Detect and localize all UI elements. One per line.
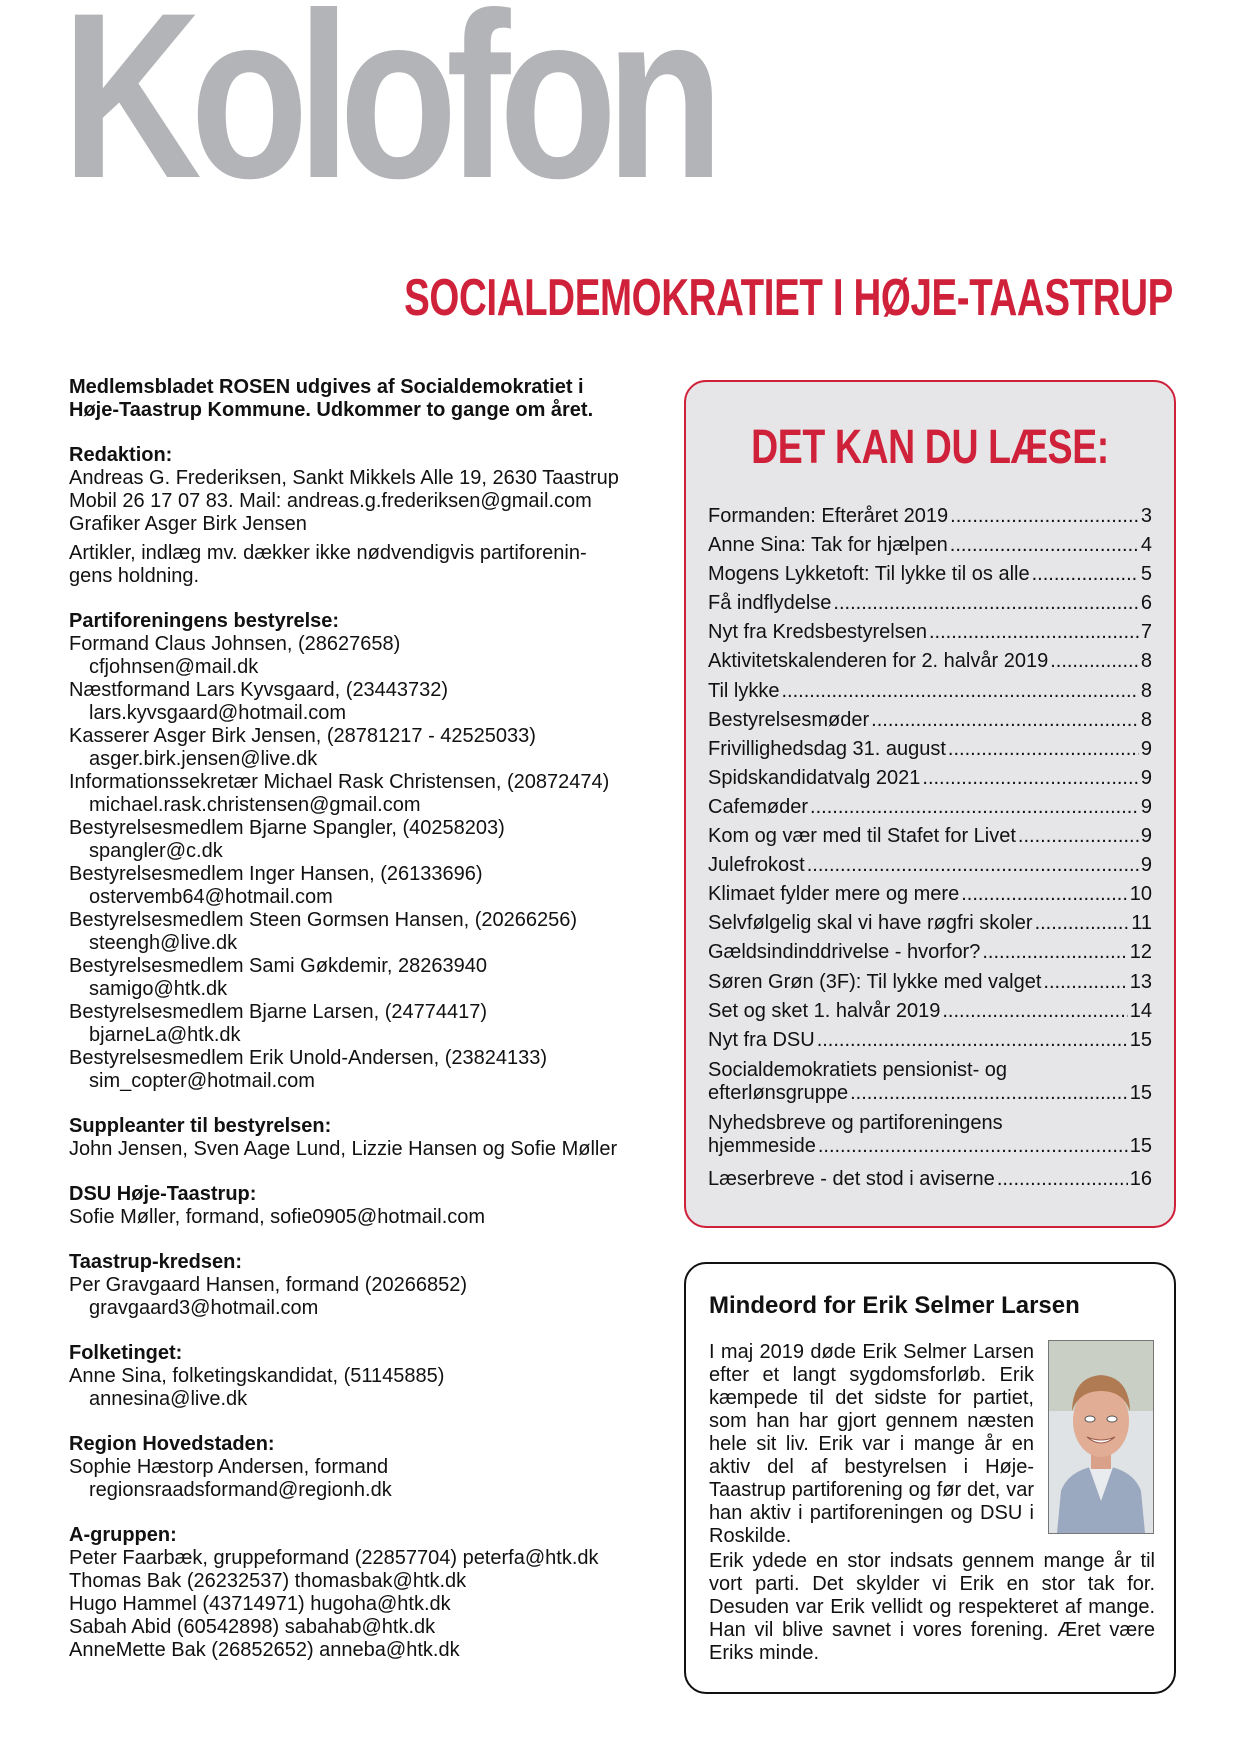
bestyrelse-heading: Partiforeningens bestyrelse: — [69, 610, 340, 632]
toc-item-title: Julefrokost — [708, 854, 805, 877]
member-email[interactable]: michael.rask.christensen@gmail.com — [89, 794, 421, 816]
disclaimer-line-1: Artikler, indlæg mv. dækker ikke nødvendigvis partiforenin- — [69, 542, 587, 564]
suppleanter-heading: Suppleanter til bestyrelsen: — [69, 1115, 332, 1137]
toc-leader-dots — [810, 793, 1139, 822]
toc-item-title: Cafemøder — [708, 795, 809, 818]
member-email[interactable]: asger.birk.jensen@live.dk — [89, 748, 318, 770]
redaktion-line: Mobil 26 17 07 83. Mail: andreas.g.frederiksen@gmail.com — [69, 490, 592, 512]
toc-item-page: 5 — [1140, 563, 1152, 586]
suppleanter-line: John Jensen, Sven Aage Lund, Lizzie Hansen og Sofie Møller — [69, 1138, 618, 1160]
toc-item-title: Aktivitetskalenderen for 2. halvår 2019 — [708, 650, 1049, 673]
agruppen-line: Peter Faarbæk, gruppeformand (22857704) peterfa@htk.dk — [69, 1547, 599, 1569]
toc-item-page: 6 — [1140, 592, 1152, 615]
toc-item[interactable] — [708, 1165, 1152, 1194]
toc-item[interactable] — [708, 560, 1152, 589]
toc-leader-dots — [781, 677, 1138, 706]
toc-item[interactable] — [708, 677, 1152, 706]
dsu-heading: DSU Høje-Taastrup: — [69, 1183, 257, 1205]
toc-leader-dots — [950, 502, 1139, 531]
portrait-illustration — [1049, 1341, 1153, 1533]
toc-leader-dots — [929, 618, 1139, 647]
redaktion-section — [69, 444, 669, 588]
toc-leader-dots — [948, 735, 1139, 764]
toc-leader-dots — [961, 880, 1128, 909]
toc-item-page: 15 — [1129, 1082, 1152, 1105]
redaktion-heading: Redaktion: — [69, 444, 173, 466]
member-line: Bestyrelsesmedlem Bjarne Spangler, (40258203) — [69, 817, 505, 839]
toc-item-page: 9 — [1140, 854, 1152, 877]
toc-leader-dots — [997, 1165, 1128, 1194]
page-title: Kolofon — [62, 0, 713, 228]
suppleanter-section — [69, 1115, 669, 1161]
toc-item[interactable] — [708, 706, 1152, 735]
colophon-column — [69, 376, 669, 1662]
member-email[interactable]: cfjohnsen@mail.dk — [89, 656, 259, 678]
member-line: Næstformand Lars Kyvsgaard, (23443732) — [69, 679, 449, 701]
toc-item-page: 15 — [1129, 1135, 1152, 1158]
toc-item[interactable] — [708, 647, 1152, 676]
toc-item-page: 16 — [1129, 1167, 1152, 1190]
toc-item[interactable] — [708, 851, 1152, 880]
disclaimer-line-2: gens holdning. — [69, 565, 200, 587]
region-section — [69, 1433, 669, 1502]
lead-line-2: Høje-Taastrup Kommune. Udkommer to gange om året. — [69, 399, 594, 421]
member-line: Formand Claus Johnsen, (28627658) — [69, 633, 401, 655]
toc-item-title: Gældsindinddrivelse - hvorfor? — [708, 941, 981, 964]
redaktion-line: Grafiker Asger Birk Jensen — [69, 513, 307, 535]
member-line: Bestyrelsesmedlem Inger Hansen, (26133696) — [69, 863, 483, 885]
dsu-line: Sofie Møller, formand, sofie0905@hotmail.com — [69, 1206, 486, 1228]
toc-leader-dots — [1043, 968, 1127, 997]
toc-item[interactable] — [708, 968, 1152, 997]
toc-item-page: 4 — [1140, 534, 1152, 557]
agruppen-line: Thomas Bak (26232537) thomasbak@htk.dk — [69, 1570, 467, 1592]
toc-item-title: Formanden: Efteråret 2019 — [708, 505, 949, 527]
member-email[interactable]: spangler@c.dk — [89, 840, 223, 862]
toc-item-title-line-2: hjemmeside — [708, 1135, 816, 1158]
agruppen-line: Sabah Abid (60542898) sabahab@htk.dk — [69, 1616, 436, 1638]
kreds-line: Per Gravgaard Hansen, formand (20266852) — [69, 1274, 468, 1296]
toc-list — [708, 502, 1152, 1194]
toc-item[interactable] — [708, 880, 1152, 909]
member-line: Bestyrelsesmedlem Sami Gøkdemir, 28263940 — [69, 955, 487, 977]
toc-item-page: 11 — [1131, 912, 1152, 935]
toc-leader-dots — [807, 851, 1139, 880]
toc-item-page: 8 — [1140, 650, 1152, 673]
toc-item-title: Kom og vær med til Stafet for Livet — [708, 825, 1016, 848]
toc-leader-dots — [833, 589, 1138, 618]
toc-item[interactable] — [708, 909, 1152, 938]
toc-item-page: 15 — [1129, 1028, 1152, 1051]
member-email[interactable]: lars.kyvsgaard@hotmail.com — [89, 702, 347, 724]
dsu-section — [69, 1183, 669, 1229]
toc-item[interactable] — [708, 589, 1152, 618]
toc-title: DET KAN DU LÆSE: — [751, 421, 1109, 474]
toc-item[interactable] — [708, 531, 1152, 560]
toc-item[interactable] — [708, 764, 1152, 793]
toc-item[interactable] — [708, 938, 1152, 967]
toc-item-page: 14 — [1129, 999, 1152, 1022]
toc-item-title: Til lykke — [708, 679, 780, 702]
bestyrelse-section — [69, 610, 669, 1093]
toc-item-title: Få indflydelse — [708, 592, 832, 615]
redaktion-line: Andreas G. Frederiksen, Sankt Mikkels Alle 19, 2630 Taastrup — [69, 467, 619, 489]
member-line: Kasserer Asger Birk Jensen, (28781217 - 42525033) — [69, 725, 536, 747]
folketinget-section — [69, 1342, 669, 1411]
member-line: Bestyrelsesmedlem Steen Gormsen Hansen, (20266256) — [69, 909, 578, 931]
toc-item-title: Nyt fra Kredsbestyrelsen — [708, 621, 927, 644]
toc-leader-dots — [950, 531, 1139, 560]
member-line: Bestyrelsesmedlem Erik Unold-Andersen, (23824133) — [69, 1047, 548, 1069]
toc-item[interactable] — [708, 997, 1152, 1026]
region-heading: Region Hovedstaden: — [69, 1433, 275, 1455]
toc-item-page: 9 — [1140, 825, 1152, 848]
toc-item-page: 13 — [1129, 970, 1152, 993]
toc-item[interactable] — [708, 735, 1152, 764]
member-email[interactable]: ostervemb64@hotmail.com — [89, 886, 333, 908]
toc-item-title: Anne Sina: Tak for hjælpen — [708, 534, 948, 557]
agruppen-line: AnneMette Bak (26852652) anneba@htk.dk — [69, 1639, 460, 1661]
memorial-box — [684, 1262, 1176, 1694]
member-email[interactable]: steengh@live.dk — [89, 932, 238, 954]
member-email[interactable]: sim_copter@hotmail.com — [89, 1070, 315, 1092]
member-email[interactable]: samigo@htk.dk — [89, 978, 228, 1000]
toc-leader-dots — [850, 1082, 1128, 1106]
memorial-paragraph-1: I maj 2019 døde Erik Selmer Larsen efter et langt sygdomsforløb. Erik kæmpede til det sidste for partiet, som han har gjort gennem næsten hele sit liv. Erik var i mange år en aktiv del af bestyrelsen i Høje-Taastrup partiforening og før det, var han aktiv i partiforeningen og DSU i Roskilde. — [709, 1341, 1034, 1547]
memorial-paragraph-2: Erik ydede en stor indsats gennem mange år til vort parti. Det skylder vi Erik en stor tak for. Desuden var Erik vellidt og respekteret af mange. Han vil blive savnet i vores forening. Æret være Eriks minde. — [709, 1550, 1155, 1664]
toc-leader-dots — [1018, 822, 1139, 851]
agruppen-line: Hugo Hammel (43714971) hugoha@htk.dk — [69, 1593, 451, 1615]
toc-item-page: 7 — [1140, 621, 1152, 644]
toc-item[interactable] — [708, 1059, 1152, 1106]
toc-item-page: 9 — [1140, 737, 1152, 760]
toc-item-title: Læserbreve - det stod i aviserne — [708, 1167, 995, 1190]
toc-item-page: 12 — [1129, 941, 1152, 964]
toc-item-title: Bestyrelsesmøder — [708, 708, 870, 731]
portrait-photo — [1048, 1340, 1154, 1534]
toc-item-title: Frivillighedsdag 31. august — [708, 737, 946, 760]
folketinget-email[interactable]: annesina@live.dk — [89, 1388, 248, 1410]
member-email[interactable]: bjarneLa@htk.dk — [89, 1024, 241, 1046]
agruppen-section — [69, 1524, 669, 1662]
agruppen-heading: A-gruppen: — [69, 1524, 177, 1546]
toc-item[interactable] — [708, 1026, 1152, 1055]
toc-item-page: 9 — [1140, 766, 1152, 789]
region-line: Sophie Hæstorp Andersen, formand — [69, 1456, 389, 1478]
toc-item-page: 3 — [1140, 505, 1152, 527]
toc-item-title: Klimaet fylder mere og mere — [708, 883, 960, 906]
kreds-email[interactable]: gravgaard3@hotmail.com — [89, 1297, 319, 1319]
toc-item[interactable] — [708, 618, 1152, 647]
toc-leader-dots — [871, 706, 1139, 735]
member-line: Bestyrelsesmedlem Bjarne Larsen, (24774417) — [69, 1001, 487, 1023]
toc-item-title-line-2: efterlønsgruppe — [708, 1082, 849, 1105]
toc-leader-dots — [982, 938, 1127, 967]
toc-item-page: 8 — [1140, 679, 1152, 702]
toc-item-title: Søren Grøn (3F): Til lykke med valget — [708, 970, 1042, 993]
memorial-title: Mindeord for Erik Selmer Larsen — [709, 1292, 1080, 1319]
toc-leader-dots — [817, 1026, 1128, 1055]
table-of-contents-box — [684, 380, 1176, 1228]
folketinget-line: Anne Sina, folketingskandidat, (51145885) — [69, 1365, 445, 1387]
member-line: Informationssekretær Michael Rask Christensen, (20872474) — [69, 771, 610, 793]
organization-subtitle: SOCIALDEMOKRATIET I HØJE-TAASTRUP — [404, 269, 1173, 327]
toc-leader-dots — [1032, 560, 1139, 589]
toc-item-title: Mogens Lykketoft: Til lykke til os alle — [708, 563, 1030, 586]
kreds-section — [69, 1251, 669, 1320]
toc-leader-dots — [1035, 909, 1130, 938]
toc-leader-dots — [1050, 647, 1139, 676]
toc-item[interactable] — [708, 1112, 1152, 1159]
toc-leader-dots — [922, 764, 1138, 793]
toc-item-title: Nyt fra DSU — [708, 1028, 815, 1051]
lead-line-1: Medlemsbladet ROSEN udgives af Socialdemokratiet i — [69, 376, 584, 398]
toc-item-page: 8 — [1140, 708, 1152, 731]
region-email[interactable]: regionsraadsformand@regionh.dk — [89, 1479, 392, 1501]
toc-item-title: Spidskandidatvalg 2021 — [708, 766, 921, 789]
toc-item-title-line-1: Socialdemokratiets pensionist- og — [708, 1058, 1008, 1081]
toc-item-title: Selvfølgelig skal vi have røgfri skoler — [708, 912, 1033, 935]
toc-item-page: 9 — [1140, 795, 1152, 818]
toc-leader-dots — [818, 1135, 1128, 1159]
toc-item-title-line-1: Nyhedsbreve og partiforeningens — [708, 1111, 1003, 1134]
folketinget-heading: Folketinget: — [69, 1342, 183, 1364]
toc-item[interactable] — [708, 502, 1152, 531]
toc-leader-dots — [942, 997, 1127, 1026]
toc-item-title: Set og sket 1. halvår 2019 — [708, 999, 941, 1022]
toc-item[interactable] — [708, 822, 1152, 851]
kreds-heading: Taastrup-kredsen: — [69, 1251, 243, 1273]
toc-item-page: 10 — [1129, 883, 1152, 906]
toc-item[interactable] — [708, 793, 1152, 822]
